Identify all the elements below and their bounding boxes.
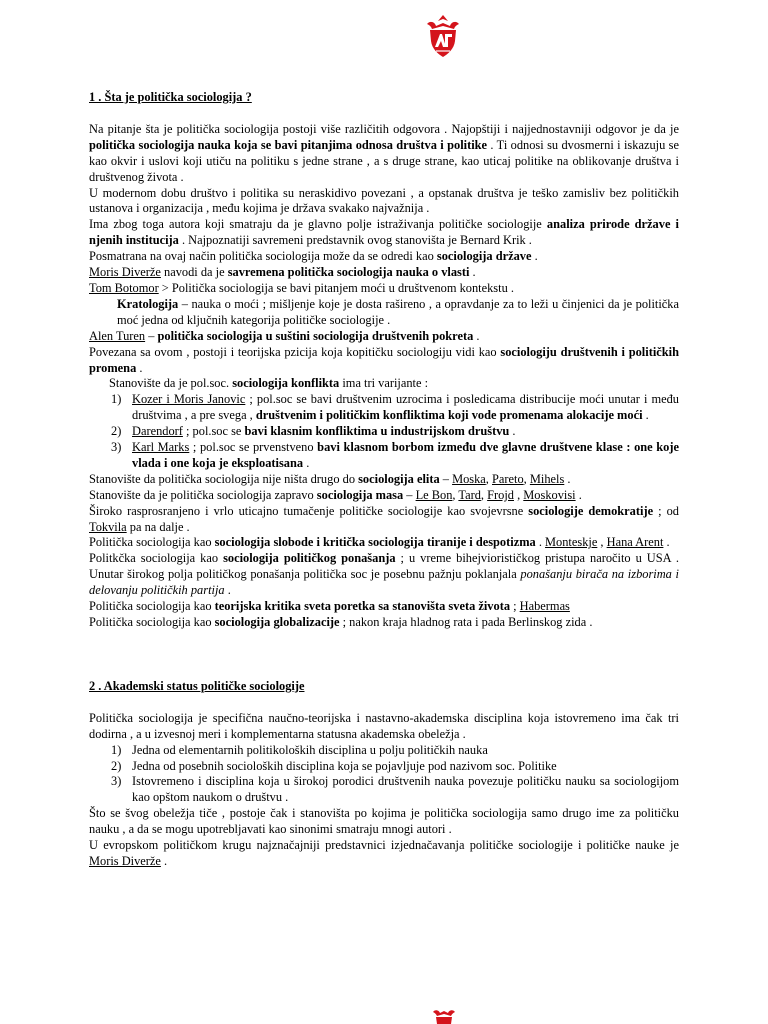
crest-logo-icon bbox=[431, 1006, 457, 1024]
text: ; bbox=[510, 599, 520, 614]
list-number: 1) bbox=[111, 392, 122, 407]
conflict-variants-list bbox=[89, 392, 679, 472]
document-body bbox=[89, 90, 679, 870]
bold-text: sociologije demokratije bbox=[528, 503, 654, 518]
author-name: Tom Botomor bbox=[89, 280, 159, 295]
text: , bbox=[523, 471, 530, 486]
text: . bbox=[136, 360, 143, 375]
section1-heading: 1 . Šta je politička sociologija ? bbox=[89, 90, 252, 104]
bold-text: teorijska kritika sveta poretka sa stanovišta sveta života bbox=[214, 599, 511, 614]
paragraph bbox=[89, 615, 679, 631]
author-name: Frojd bbox=[487, 487, 514, 502]
author-name: Hana Arent bbox=[606, 535, 664, 550]
author-name: Moskovisi bbox=[523, 487, 576, 502]
bold-text: politička sociologija nauka koja se bavi pitanjima odnosa društva i politike bbox=[89, 137, 488, 152]
author-name: Moris Diverže bbox=[89, 853, 161, 868]
list-number: 2) bbox=[111, 424, 122, 439]
author-name: Mihels bbox=[529, 471, 565, 486]
paragraph bbox=[89, 297, 679, 329]
text: . bbox=[473, 328, 480, 343]
list-item bbox=[89, 774, 679, 806]
list-item bbox=[89, 392, 679, 424]
author-name: Darendorf bbox=[132, 424, 183, 439]
text: Stanovište da politička sociologija nije ništa drugo do bbox=[89, 471, 359, 486]
author-name: Kozer i Moris Janovic bbox=[132, 392, 246, 407]
bold-text: bavi klasnom borbom između dve glavne društvene klase : one koje vlada i one koja je eksploatisana bbox=[132, 440, 679, 470]
text: . bbox=[531, 249, 538, 264]
text: . bbox=[224, 583, 231, 598]
crest-logo-icon bbox=[424, 14, 462, 58]
text: – bbox=[145, 328, 158, 343]
bold-text: sociologija političkog ponašanja bbox=[223, 551, 396, 566]
author-name: Moris Diverže bbox=[89, 265, 161, 280]
bold-text: savremena politička sociologija nauka o vlasti bbox=[227, 265, 470, 280]
list-number: 2) bbox=[111, 758, 122, 773]
text: , bbox=[485, 471, 492, 486]
paragraph bbox=[89, 345, 679, 377]
text: . bbox=[575, 487, 582, 502]
text: Na pitanje šta je politička sociologija postoji više različitih odgovora . Najopštiji i najjednostavniji odgovor je da je bbox=[89, 121, 679, 136]
text: ; u vreme bihejviorističkog pristupa naročito u USA . Unutar širokog polja političkog ponašanja politička soc je posebnu pažnju poklanjala bbox=[89, 551, 680, 582]
list-number: 3) bbox=[111, 774, 122, 789]
text: , bbox=[452, 487, 459, 502]
text: . bbox=[663, 535, 670, 550]
text: . bbox=[535, 535, 546, 550]
text: , bbox=[513, 487, 524, 502]
text: > Politička sociologija se bavi pitanjem moći u društvenom kontekstu . bbox=[158, 280, 514, 295]
bold-text: sociologija slobode i kritička sociologija tiranije i despotizma bbox=[214, 535, 536, 550]
list-item bbox=[89, 759, 679, 775]
text: Posmatrana na ovaj način politička sociologija može da se odredi kao bbox=[89, 249, 437, 264]
text: Politička sociologija kao bbox=[89, 599, 215, 614]
bold-text: bavi klasnim konfliktima u industrijskom društvu bbox=[244, 424, 510, 439]
text: Stanovište da je politička sociologija zapravo bbox=[89, 487, 317, 502]
text: Široko rasprosranjeno i vrlo uticajno tumačenje političke sociologije kao svojevrsne bbox=[89, 503, 529, 518]
bold-text: sociologija elita bbox=[358, 471, 440, 486]
text: – bbox=[439, 471, 453, 486]
paragraph bbox=[89, 281, 679, 297]
paragraph bbox=[89, 217, 679, 249]
text: , bbox=[480, 487, 488, 502]
paragraph bbox=[89, 122, 679, 186]
text: Politkčka sociologija kao bbox=[89, 551, 224, 566]
academic-status-list bbox=[89, 743, 679, 807]
list-item bbox=[89, 743, 679, 759]
author-name: Alen Turen bbox=[89, 328, 146, 343]
list-item bbox=[89, 440, 679, 472]
bold-text: društvenim i političkim konfliktima koji vode promenama alokacije moći bbox=[255, 408, 643, 423]
paragraph: Politička sociologija je specifična naučno-teorijska i nastavno-akademska disciplina koja istovremeno ima čak tri dodirna , a u izvesnoj meri i komplementarna statusna akademska obeležja . bbox=[89, 710, 679, 741]
author-name: Monteskje bbox=[545, 535, 598, 550]
paragraph bbox=[89, 265, 679, 281]
text: Jedna od posebnih socioloških disciplina koja se pojavljuje pod nazivom soc. Politike bbox=[132, 758, 557, 773]
italic-text: ponašanju birača na izborima i delovanju političkih partija bbox=[89, 567, 679, 598]
paragraph bbox=[89, 472, 679, 488]
text: Politička sociologija kao bbox=[89, 615, 215, 629]
author-name: Tokvila bbox=[89, 519, 127, 534]
paragraph bbox=[89, 329, 679, 345]
text: ima tri varijante : bbox=[339, 376, 429, 391]
text: . bbox=[303, 455, 310, 470]
text: Ima zbog toga autora koji smatraju da je glavno polje istraživanja političke sociologije bbox=[89, 217, 547, 232]
paragraph bbox=[89, 551, 679, 599]
author-name: Moska bbox=[452, 471, 486, 486]
text: . bbox=[564, 471, 571, 486]
text: ; nakon kraja hladnog rata i pada Berlinskog zida . bbox=[339, 615, 593, 629]
text: U evropskom političkom krugu najznačajniji predstavnici izjednačavanja političke sociologije i političke nauke je bbox=[89, 838, 679, 853]
text: ; od bbox=[653, 503, 680, 518]
author-name: Pareto bbox=[492, 471, 524, 486]
bold-text: politička sociologija u suštini sociologija društvenih pokreta bbox=[157, 328, 474, 343]
text: – nauka o moći ; mišljenje koje je dosta rašireno , a opravdanje za to leži u činjenici da je politička moć jedna od ključnih kategorija političke sociologije . bbox=[117, 296, 679, 327]
paragraph bbox=[89, 535, 679, 551]
text: navodi da je bbox=[160, 265, 228, 280]
list-item bbox=[89, 424, 679, 440]
paragraph bbox=[89, 488, 679, 504]
section2-heading: 2 . Akademski status političke sociologije bbox=[89, 678, 305, 693]
bold-text: analiza prirode države i njenih institucija bbox=[89, 217, 679, 248]
bold-text: sociologija države bbox=[436, 249, 532, 264]
author-name: Habermas bbox=[519, 599, 570, 614]
text: . bbox=[469, 265, 476, 280]
text: , bbox=[597, 535, 607, 550]
text: . bbox=[160, 853, 168, 868]
bold-text: sociologija globalizacije bbox=[214, 615, 340, 629]
text: ; pol.soc se bavi društvenim uzrocima i posledicama distribucije moći unutar i među društvima , a pre svega , bbox=[132, 392, 679, 423]
paragraph bbox=[89, 249, 679, 265]
text: . bbox=[642, 408, 649, 423]
list-number: 1) bbox=[111, 742, 122, 757]
bold-text: sociologija konflikta bbox=[232, 376, 340, 391]
paragraph bbox=[89, 838, 679, 870]
author-name: Le Bon bbox=[415, 487, 453, 502]
text: . Ti odnosi su dvosmerni i iskazuju se kao okvir i uslovi koji utiču na politiku s jedne strane , a s druge strane, kao uticaj politike na oblikovanje društva i društvenog života . bbox=[89, 137, 679, 184]
text: Istovremeno i disciplina koja u širokoj porodici društvenih nauka povezuje političku nauku sa sociologijom kao opštom naukom o društvu . bbox=[132, 774, 679, 805]
text: ; pol.soc se bbox=[182, 424, 245, 439]
paragraph bbox=[89, 599, 679, 615]
text: Politička sociologija kao bbox=[89, 535, 215, 550]
author-name: Tard bbox=[458, 487, 481, 502]
text: pa na dalje . bbox=[126, 519, 190, 534]
bold-text: Kratologija bbox=[117, 296, 179, 311]
text: . Najpoznatiji savremeni predstavnik ovog stanovišta je Bernard Krik . bbox=[178, 233, 532, 248]
bold-text: sociologija masa bbox=[316, 487, 404, 502]
author-name: Karl Marks bbox=[132, 440, 190, 455]
list-number: 3) bbox=[111, 440, 122, 455]
paragraph: U modernom dobu društvo i politika su neraskidivo povezani , a opstanak društva je teško zamisliv bez političkih ustanova i organizacija , među kojima je država svakako najvažnija . bbox=[89, 185, 679, 216]
bold-text: sociologiju društvenih i političkih promena bbox=[89, 344, 679, 375]
text: Stanovište da je pol.soc. bbox=[109, 376, 233, 391]
text: Povezana sa ovom , postoji i teorijska pzicija koja kopitičku sociologiju vidi kao bbox=[89, 344, 501, 359]
paragraph bbox=[89, 504, 679, 536]
paragraph bbox=[89, 376, 679, 392]
text: ; pol.soc se prvenstveno bbox=[189, 440, 318, 455]
paragraph: Što se švog obeležja tiče , postoje čak i stanovišta po kojima je politička sociologija samo drugo ime za političku nauku , a da se mogu upotrebljavati kao sinonimi smatraju mnogi autori . bbox=[89, 806, 679, 837]
text: . bbox=[509, 424, 516, 439]
text: Jedna od elementarnih politikoloških disciplina u polju političkih nauka bbox=[132, 742, 488, 757]
text: – bbox=[403, 487, 416, 502]
